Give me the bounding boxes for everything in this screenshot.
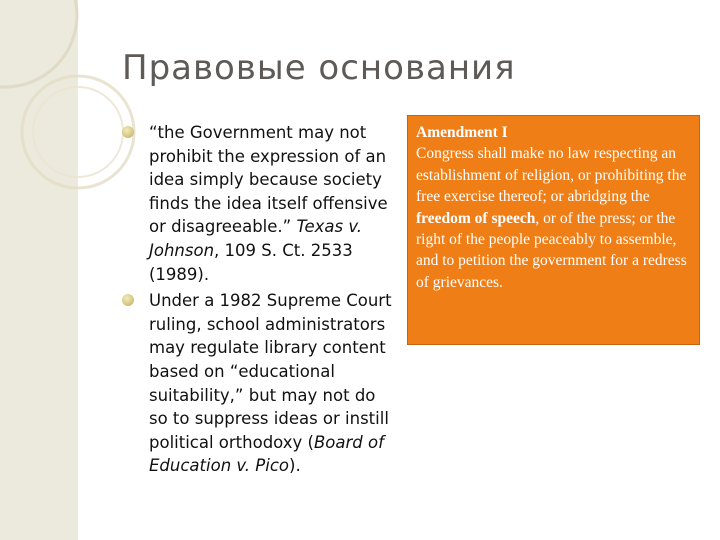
bullet-1-case-name: Texas v. Johnson [149,217,363,260]
bullet-dot-icon [122,294,134,306]
bullet-1-text-b: , 109 S. Ct. 2533 (1989). [149,240,353,284]
bullet-1-text-a: “the Government may not prohibit the expression of an idea simply because society finds the idea itself offensive or disagreeable.” [149,123,388,237]
bullet-item-1 [120,121,392,286]
amendment-emphasis: freedom of speech [416,209,536,227]
amendment-title: Amendment I [416,124,508,141]
bullet-list [120,121,392,481]
bullet-2-text-a: Under a 1982 Supreme Court ruling, school administrators may regulate library content based on “educational suitability,” but may not do so to suppress ideas or instill political orthodoxy ( [149,291,392,452]
bullet-dot-icon [122,126,134,138]
bullet-2-case-name: Board of Education v. Pico [149,432,384,476]
slide-title: Правовые основания [122,48,516,88]
bullet-item-2 [120,289,392,478]
amendment-text-after: , or of the press; or the right of the people peaceably to assemble, and to petition the government for a redress of grievances. [416,209,687,291]
amendment-text-before: Congress shall make no law respecting an establishment of religion, or prohibiting the free exercise thereof; or abridging the [416,145,687,206]
bullet-2-text-b: ). [289,456,301,476]
amendment-text-box [407,115,700,345]
